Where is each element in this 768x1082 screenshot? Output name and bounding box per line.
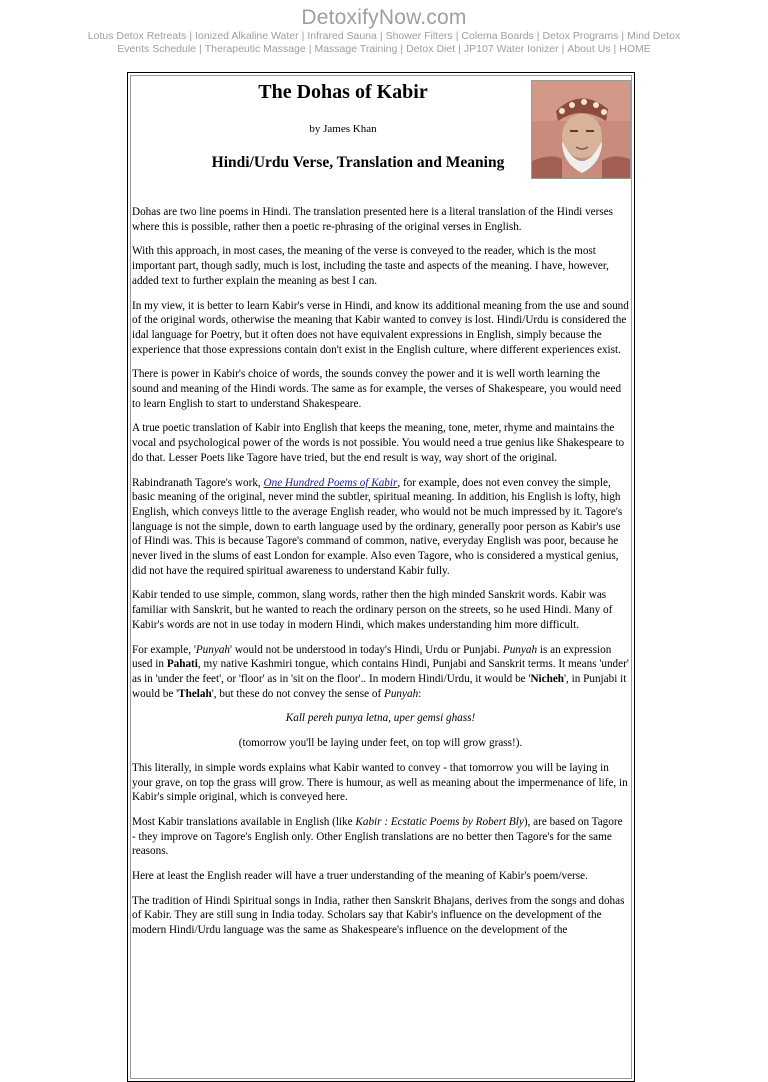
article-paragraph [132,815,629,859]
nav-link[interactable]: Events Schedule [117,43,197,55]
nav-link[interactable]: Shower Filters [385,30,453,42]
text-run: ' would not be understood in today's Hindi, Urdu or Punjabi. [230,643,503,656]
italic-text: Punyah [384,687,419,700]
text-run: In my view, it is better to learn Kabir's verse in Hindi, and know its additional meaning from the use and sound of the original words, otherwise the meaning that Kabir wanted to convey is lost. Hindi/Urdu is considered the idal language for Poetry, but it often does not have equivalent expressions in English, simply because the experience that those expressions contain don't exist in the English culture, where different experiences exist. [132,299,629,356]
nav-link[interactable]: Mind Detox [627,30,681,42]
bold-text: Pahati [166,658,198,671]
bold-text: Nicheh [530,672,565,685]
article-paragraph [132,711,629,726]
nav-row-1 [0,30,768,43]
text-run: There is power in Kabir's choice of words, the sounds convey the power and it is well worth learning the sound and meaning of the Hindi words. The same as for example, the verses of Shakespeare, you would need to learn English to start to understand Shakespeare. [132,368,622,410]
nav-separator: | [199,43,202,55]
italic-text: Punyah [195,643,231,656]
text-run: For example, ' [132,643,196,656]
text-run: A true poetic translation of Kabir into English that keeps the meaning, tone, meter, rhyme and maintains the vocal and psychological power of the words is not possible. You would need a true genius like Shakespeare to do that. Lesser Poets like Tagore have tried, but the end result is way, way short of the original. [132,422,625,464]
nav-separator: | [379,30,383,42]
text-run: (tomorrow you'll be laying under feet, on top will grow grass!). [238,737,523,750]
nav-row-2 [0,43,768,56]
nav-link[interactable]: Lotus Detox Retreats [87,30,187,42]
nav-separator: | [308,43,312,55]
text-run: : [418,687,422,700]
article-paragraph [132,761,629,805]
article-paragraph [132,244,629,288]
article-paragraph [132,588,629,632]
text-run: ', in Punjabi it would be ' [132,672,627,700]
article-paragraph [132,476,629,579]
italic-text: Kall pereh punya letna, uper gemsi ghass! [285,712,476,725]
article-paragraph [132,736,629,751]
article-paragraph [132,894,629,938]
kabir-portrait-image [531,80,631,179]
nav-separator: | [455,30,459,42]
nav-separator: | [621,30,625,42]
nav-separator: | [536,30,540,42]
text-run: Kabir tended to use simple, common, slang words, rather then the high minded Sanskrit words. Kabir was familiar with Sanskrit, but he wanted to reach the ordinary person on the streets, so he used Hindi. Many of Kabir's words are not in use today in modern Hindi, which makes understanding him more difficult. [132,589,613,631]
article-body [128,205,634,938]
article-byline: by James Khan [309,123,377,135]
bold-text: Thelah [178,687,212,700]
site-header [0,0,768,56]
nav-separator: | [400,43,404,55]
text-run: Here at least the English reader will have a truer understanding of the meaning of Kabir's poem/verse. [132,870,588,883]
text-run: With this approach, in most cases, the meaning of the verse is conveyed to the reader, which is the most important part, though sadly, much is lost, including the taste and aspects of the meaning. I have, however, added text to further explain the meaning as best I can. [132,245,609,287]
nav-link[interactable]: Detox Programs [542,30,619,42]
nav-link[interactable]: Ionized Alkaline Water [195,30,299,42]
nav-link[interactable]: Therapeutic Massage [204,43,306,55]
article-header [128,73,634,205]
article-paragraph [132,869,629,884]
text-run: The tradition of Hindi Spiritual songs in India, rather then Sanskrit Bhajans, derives from the songs and dohas of Kabir. They are still sung in India today. Scholars say that Kabir's influence on the development of the modern Hindi/Urdu language was the same as Shakespeare's influence on the development of the [132,894,625,937]
text-run: is an expression used in [132,643,612,671]
portrait-illustration [532,81,630,178]
text-run: Most Kabir translations available in English (like [132,815,356,828]
nav-separator: | [458,43,461,55]
nav-separator: | [561,43,565,55]
nav-link[interactable]: HOME [619,43,651,55]
article-paragraph [132,205,629,234]
text-run: Dohas are two line poems in Hindi. The translation presented here is a literal translation of the Hindi verses where this is possible, rather then a poetic re-phrasing of the original verses in English. [132,206,614,233]
nav-link[interactable]: JP107 Water Ionizer [463,43,559,55]
text-run: ', but these do not convey the sense of [211,687,384,700]
nav-separator: | [613,43,617,55]
article-paragraph [132,367,629,411]
text-run: , my native Kashmiri tongue, which contains Hindi, Punjabi and Sanskrit terms. It means 'under' as in 'under the feet', or 'floor' as in 'sit on the floor'.. In modern Hindi/Urdu, it would be ' [132,658,629,685]
nav-separator: | [301,30,305,42]
article-paragraph [132,299,629,358]
italic-text: Kabir : Ecstatic Poems by Robert Bly [355,815,524,828]
text-run: ), are based on Tagore - they improve on Tagore's English only. Other English translations are no better then Tagore's for the same reasons. [132,815,623,858]
nav-link[interactable]: Massage Training [314,43,398,55]
site-title[interactable]: DetoxifyNow.com [301,6,467,29]
text-run: This literally, in simple words explains what Kabir wanted to convey - that tomorrow you will be laying in your grave, on top the grass will grow. There is humour, as well as meaning about the impermenance of life, in Kabir's simple original, which is conveyed here. [132,761,628,804]
article-paragraph [132,421,629,465]
article-box [127,72,635,1082]
nav-link[interactable]: Infrared Sauna [307,30,377,42]
article-paragraph [132,643,629,702]
nav-separator: | [189,30,193,42]
book-link[interactable]: One Hundred Poems of Kabir [263,476,398,489]
text-run: Rabindranath Tagore's work, [132,476,264,489]
nav-link[interactable]: Colema Boards [461,30,534,42]
nav-link[interactable]: Detox Diet [406,43,456,55]
nav-link[interactable]: About Us [567,43,611,55]
article-title: The Dohas of Kabir [258,81,428,103]
article-subtitle: Hindi/Urdu Verse, Translation and Meaning [211,154,505,171]
text-run: , for example, does not even convey the simple, basic meaning of the original, never mind the subtler, spiritual meaning. In addition, his English is lofty, high English, which conveys little to the average English reader, who would not be much impressed by it. Tagore's language is not the simple, down to earth language used by the ordinary, generally poor person as Kabir's use of Hindi was. This is because Tagore's command of common, native, everyday English was poor, because he never lived in the slums of east London for example. Also even Tagore, who is considered a mystical genius, did not have the required spiritual awareness to understand Kabir fully. [132,476,623,577]
italic-text: Punyah [502,643,538,656]
